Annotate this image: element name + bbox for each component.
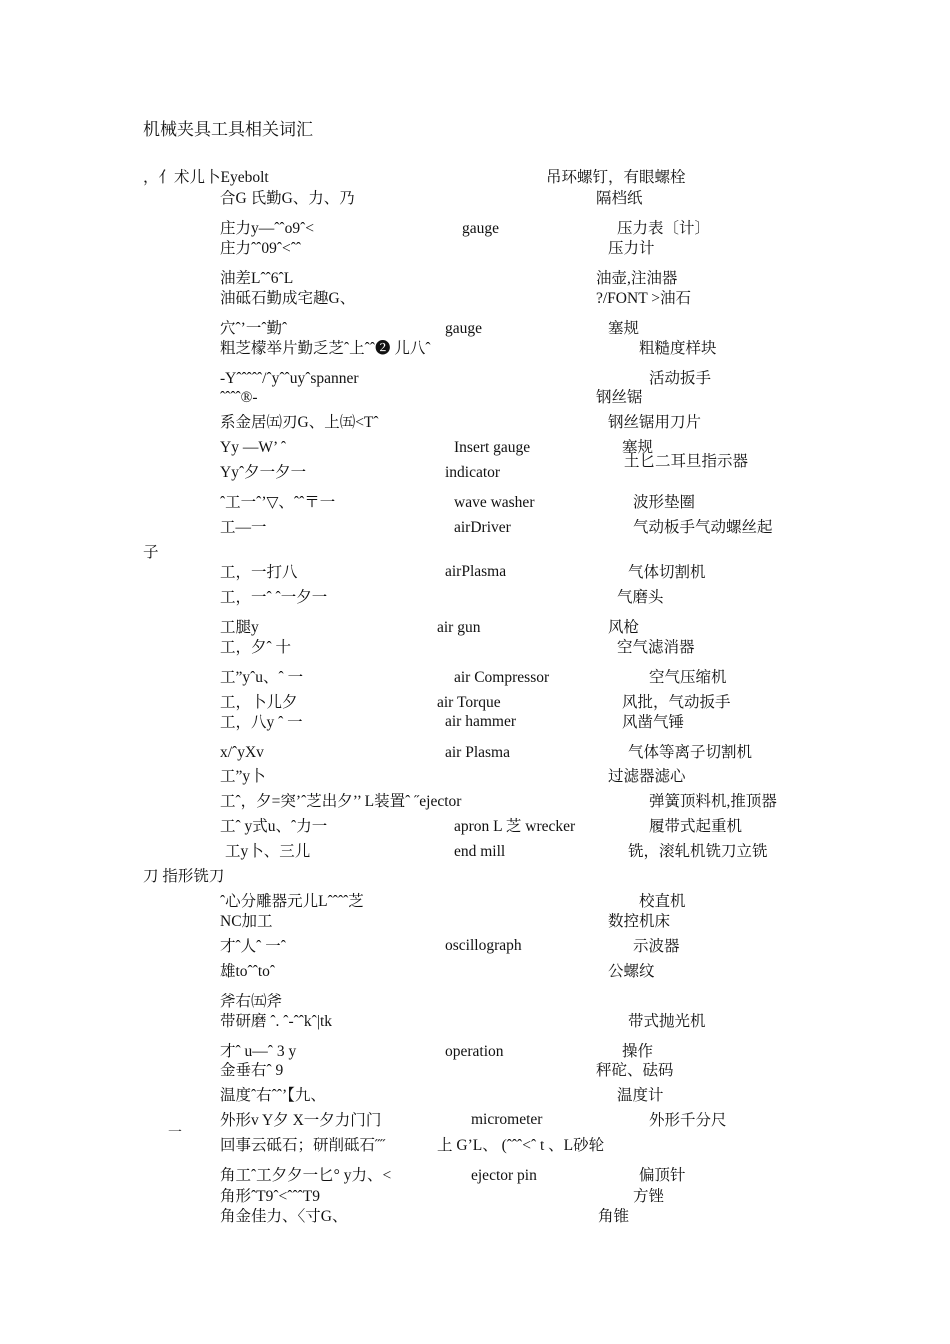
term-japanese: 外形v Y夕 X一夕力门门: [220, 1112, 382, 1129]
term-japanese: Yyˆ夕一夕一: [220, 464, 307, 481]
term-japanese: x/ˆyXv: [220, 744, 264, 761]
term-english: operation: [445, 1043, 504, 1060]
term-chinese: 钢丝锯: [596, 389, 643, 406]
term-english: air Plasma: [445, 744, 510, 761]
term-chinese: 偏顶针: [639, 1167, 686, 1184]
term-japanese: 合G 氏勤G、力、乃: [220, 190, 355, 207]
term-chinese: 空气滤消器: [617, 639, 695, 656]
term-english: wave washer: [454, 494, 535, 511]
term-chinese: 压力计: [608, 240, 655, 257]
term-japanese: 斧右㈤斧: [220, 993, 283, 1010]
term-japanese: 工”y卜: [220, 768, 266, 785]
term-chinese: 粗糙度样块: [639, 340, 717, 357]
term-chinese: 弹簧顶料机,推顶器: [649, 793, 777, 810]
term-chinese: 土匕二耳旦指示器: [624, 453, 749, 470]
term-japanese: 角工ˆ工夕夕一匕° y力、<: [220, 1167, 392, 1184]
term-japanese: 油砥石勤成宅趣G、: [220, 290, 356, 307]
wrapped-text: 子: [143, 544, 159, 561]
term-chinese: 压力表〔计〕: [617, 220, 711, 237]
term-chinese: 气体等离子切割机: [628, 744, 753, 761]
term-chinese: 公螺纹: [608, 963, 655, 980]
term-japanese: Yy —W’ ˆ: [220, 439, 286, 456]
term-japanese: 工，一打八: [220, 564, 298, 581]
term-chinese: 方锉: [633, 1188, 665, 1205]
term-japanese: 工，夕ˆ 十: [220, 639, 292, 656]
term-chinese: ?/FONT >油石: [596, 290, 691, 307]
term-japanese: 才ˆ人ˆ 一ˆ: [220, 938, 286, 955]
term-japanese: ，亻术儿卜Eyebolt: [143, 169, 269, 186]
term-japanese: 粗芝檬举片勤乏芝ˆ上ˆˆ❷ 儿八ˆ: [220, 340, 431, 357]
term-japanese: 才ˆ u—ˆ 3 y: [220, 1043, 297, 1060]
term-japanese: 金垂右ˆ 9: [220, 1062, 284, 1079]
term-chinese: 风凿气锤: [622, 714, 685, 731]
term-english: air hammer: [445, 713, 517, 730]
term-japanese: 工ˆ y式u、ˆ力一: [220, 818, 328, 835]
term-chinese: 气动板手气动螺丝起: [633, 519, 773, 536]
term-japanese: NC加工: [220, 913, 273, 930]
term-japanese: 庄力ˆˆ09ˆ<ˆˆ: [220, 240, 302, 257]
term-english: airDriver: [454, 519, 511, 536]
term-chinese: 角锥: [598, 1208, 630, 1225]
term-english: gauge: [445, 320, 483, 337]
term-chinese: 风枪: [608, 619, 640, 636]
term-english: air gun: [437, 619, 481, 636]
term-chinese: 操作: [622, 1043, 654, 1060]
term-english: indicator: [445, 464, 501, 481]
term-chinese: 上 G’L、 (ˆˆˆ<ˆ t 、L砂轮: [437, 1137, 605, 1154]
term-japanese: 带研磨 ˆ. ˆ-ˆˆkˆ|tk: [220, 1013, 333, 1030]
term-chinese: 气磨头: [617, 589, 664, 606]
term-chinese: 钢丝锯用刀片: [608, 414, 702, 431]
term-japanese: 角形ˆT9ˆ<ˆˆˆT9: [220, 1188, 320, 1205]
term-japanese: 工”yˆu、ˆ 一: [220, 669, 304, 686]
term-chinese: 油壶,注油器: [596, 270, 678, 287]
term-japanese: 工—一: [220, 519, 267, 536]
term-chinese: 铣，滚轧机铣刀立铣: [628, 843, 768, 860]
term-chinese: 履带式起重机: [649, 818, 743, 835]
term-chinese: 过滤器滤心: [608, 768, 686, 785]
term-japanese: 工，卜儿夕: [220, 694, 298, 711]
document-title: 机械夹具工具相关词汇: [143, 120, 313, 139]
term-japanese: ˆ工一ˆ’▽、ˆˆ〒一: [220, 494, 336, 511]
term-japanese: -Yˆˆˆˆˆ/ˆyˆˆuyˆspanner: [220, 370, 359, 387]
term-japanese: 油差Lˆˆ6ˆL: [220, 270, 294, 287]
term-japanese: 工，一ˆ ˆ一夕一: [220, 589, 328, 606]
term-chinese: 秤砣、砝码: [596, 1062, 674, 1079]
term-japanese: 温度ˆ右ˆˆ’【九、: [220, 1087, 326, 1104]
term-english: end mill: [454, 843, 506, 860]
term-japanese: 工ˆ，夕=突’ˆ芝出夕’’ L装置ˆ ˝ejector: [220, 793, 462, 810]
term-english: oscillograph: [445, 937, 522, 954]
term-chinese: 塞规: [622, 439, 654, 456]
term-japanese: 工腿y: [220, 619, 259, 636]
term-english: gauge: [462, 220, 500, 237]
term-japanese: 雄toˆˆtoˆ: [220, 963, 276, 980]
term-japanese: 系金居㈤刃G、上㈤<Tˆ: [220, 414, 379, 431]
term-english: air Torque: [437, 694, 501, 711]
term-english: micrometer: [471, 1111, 543, 1128]
term-english: air Compressor: [454, 669, 550, 686]
wrapped-text: 刀 指形铣刀: [143, 868, 225, 885]
term-chinese: 校直机: [639, 893, 686, 910]
term-japanese: 角金佳力、〈寸G、: [220, 1208, 348, 1225]
term-chinese: 空气压缩机: [649, 669, 727, 686]
term-chinese: 波形垫圈: [633, 494, 696, 511]
term-chinese: 隔档纸: [596, 190, 643, 207]
term-chinese: 风批，气动扳手: [622, 694, 731, 711]
term-chinese: 数控机床: [608, 913, 671, 930]
term-chinese: 外形千分尺: [649, 1112, 727, 1129]
term-chinese: 示波器: [633, 938, 680, 955]
term-english: airPlasma: [445, 563, 507, 580]
term-japanese: 穴ˆ’一ˆ勤ˆ: [220, 320, 288, 337]
term-japanese: 工y卜、三儿: [225, 843, 311, 860]
term-japanese: 庄力y—ˆˆo9ˆ<: [220, 220, 314, 237]
term-japanese: ˆ心分雕器元儿Lˆˆˆˆ芝: [220, 893, 364, 910]
term-japanese: ˆˆˆˆ®-: [220, 389, 258, 406]
term-english: ejector pin: [471, 1167, 537, 1184]
term-chinese: 温度计: [617, 1087, 664, 1104]
term-english: Insert gauge: [454, 439, 531, 456]
term-chinese: 塞规: [608, 320, 640, 337]
term-japanese: 回事云砥石；研削砥石˝˝: [220, 1137, 386, 1154]
term-chinese: 气体切割机: [628, 564, 706, 581]
term-japanese: 工，八y ˆ 一: [220, 714, 303, 731]
term-chinese: 吊环螺钉，有眼螺栓: [546, 169, 686, 186]
margin-mark: 一: [168, 1126, 182, 1141]
term-chinese: 带式抛光机: [628, 1013, 706, 1030]
term-english: apron L 芝 wrecker: [454, 818, 576, 835]
term-chinese: 活动扳手: [649, 370, 712, 387]
